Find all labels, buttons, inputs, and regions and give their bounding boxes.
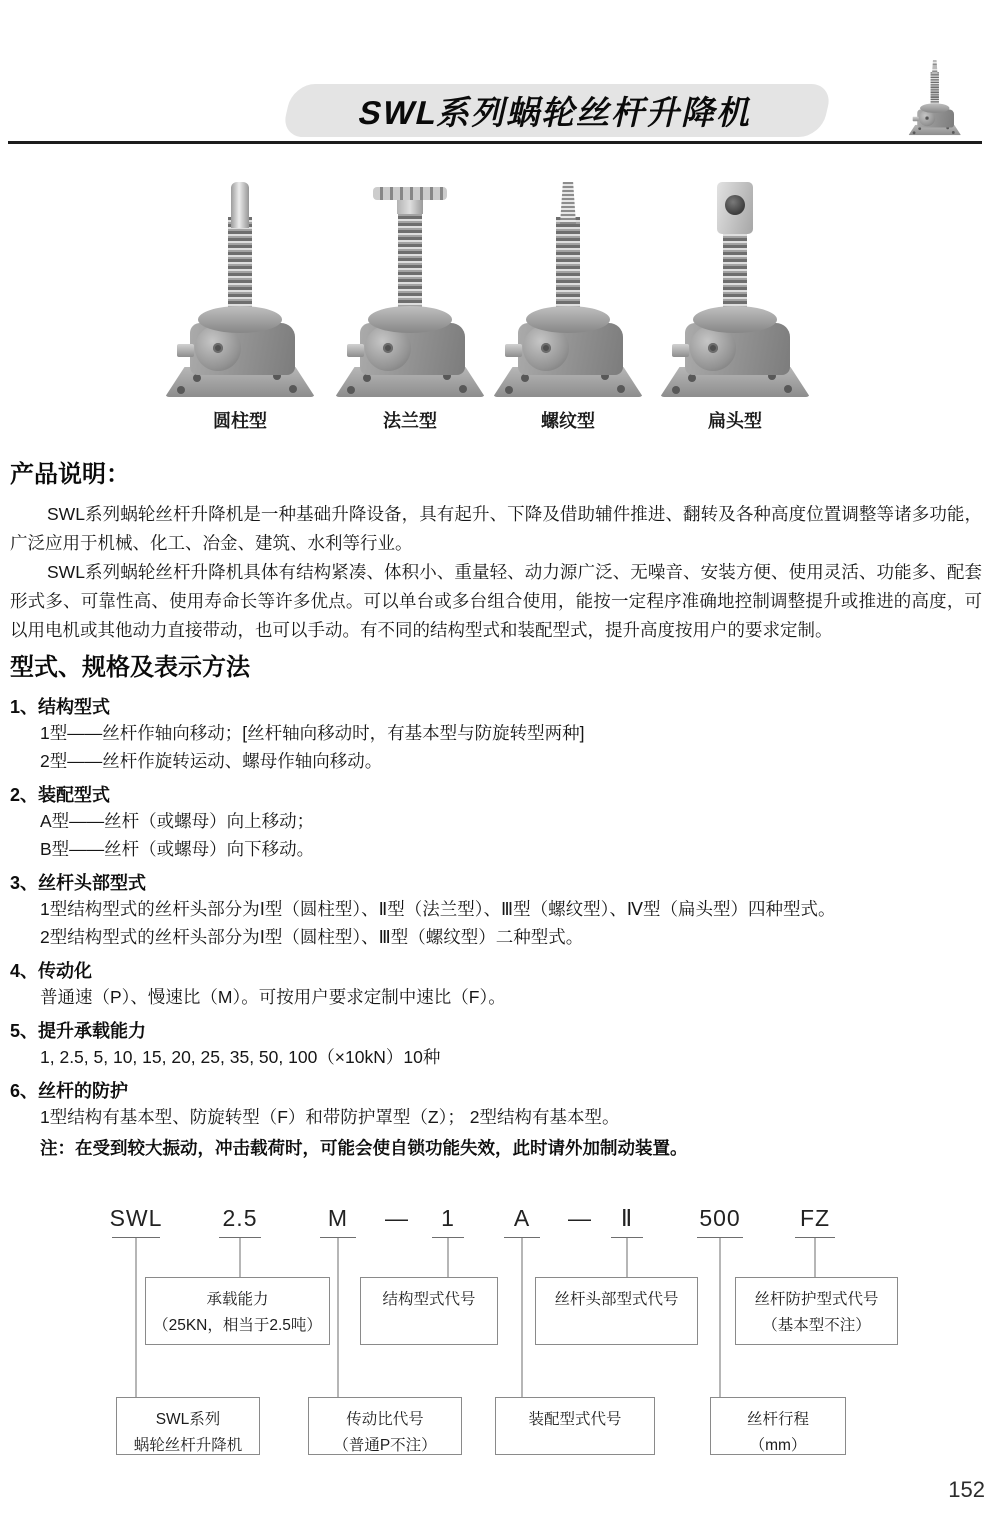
spec-item-line: 普通速（P）、慢速比（M）。可按用户要求定制中速比（F）。	[40, 987, 506, 1007]
designation-box-line: 丝杆头部型式代号	[554, 1291, 679, 1308]
spec-item-line: A型——丝杆（或螺母）向上移动；	[40, 811, 315, 831]
header-banner	[281, 84, 833, 137]
model-code-dash: —	[568, 1205, 592, 1231]
spec-item-title: 2、装配型式	[10, 785, 111, 805]
description-section	[10, 460, 982, 645]
designation-box-line: 结构型式代号	[382, 1291, 476, 1308]
designation-diagram	[0, 1195, 990, 1470]
spec-list	[10, 695, 982, 1162]
product-figure-flat	[650, 182, 820, 434]
product-label: 扁头型	[708, 411, 762, 431]
jack-flange-illustration	[335, 182, 485, 397]
flat-head-hole	[725, 195, 745, 215]
spec-item-line: 1型结构型式的丝杆头部分为Ⅰ型（圆柱型）、Ⅱ型（法兰型）、Ⅲ型（螺纹型）、Ⅳ型（扁头型）四种型式。	[40, 899, 836, 919]
page-title: SWL系列蜗轮丝杆升降机	[355, 94, 758, 131]
designation-box-line: （25KN，相当于2.5吨）	[153, 1317, 322, 1334]
jack-threaded-tip	[932, 60, 938, 75]
screw-jack-icon	[905, 60, 958, 135]
code-stem	[448, 1238, 449, 1277]
designation-box-protection	[735, 1277, 898, 1345]
model-code-protection: FZ	[799, 1205, 831, 1231]
spec-item-title: 4、传动化	[10, 961, 93, 981]
model-code-ratio: M	[327, 1205, 349, 1231]
jack-screw-rod	[398, 202, 422, 312]
product-figure-flange	[325, 182, 495, 434]
designation-box-line: SWL系列	[155, 1411, 221, 1428]
designation-box-line: 传动比代号	[346, 1411, 424, 1428]
spec-item-line: 1型——丝杆作轴向移动；[丝杆轴向移动时，有基本型与防旋转型两种]	[40, 723, 585, 743]
code-stem	[815, 1238, 816, 1277]
spec-item-line: 2型——丝杆作旋转运动、螺母作轴向移动。	[40, 751, 383, 771]
description-paragraph: SWL系列蜗轮丝杆升降机具体有结构紧凑、体积小、重量轻、动力源广泛、无噪音、安装方便、使用灵活、功能多、配套形式多、可靠性高、使用寿命长等许多优点。可以单台或多台组合使用，能按一定程序准确地控制调整提升或推进的高度，可以用电机或其他动力直接带动，也可以手动。有不同的结构型式和装配型式，提升高度按用户的要求定制。	[10, 562, 982, 640]
description-heading: 产品说明：	[10, 461, 130, 488]
model-code-series: SWL	[109, 1205, 163, 1231]
jack-input-shaft	[347, 344, 364, 357]
code-stem	[136, 1238, 137, 1397]
designation-box-head-type	[535, 1277, 698, 1345]
spec-item-title: 3、丝杆头部型式	[10, 873, 147, 893]
product-figure-cylindrical	[155, 182, 325, 434]
header-rule	[8, 141, 982, 144]
product-label: 圆柱型	[213, 411, 267, 431]
flat-head	[717, 182, 753, 234]
jack-collar	[920, 103, 949, 112]
code-stem	[240, 1238, 241, 1277]
model-code-structure: 1	[441, 1205, 455, 1231]
jack-screw-rod	[556, 217, 580, 312]
jack-collar	[198, 306, 282, 333]
designation-box-structure	[360, 1277, 498, 1345]
spec-heading: 型式、规格及表示方法	[10, 654, 250, 681]
designation-box-capacity	[145, 1277, 330, 1345]
product-label: 法兰型	[383, 411, 437, 431]
code-stem	[627, 1238, 628, 1277]
designation-box-line: 丝杆行程	[746, 1411, 809, 1428]
cylindrical-head	[231, 182, 249, 228]
jack-input-shaft	[913, 117, 919, 122]
designation-box-ratio	[308, 1397, 462, 1455]
page-number: 152	[948, 1477, 985, 1502]
spec-item-title: 6、丝杆的防护	[10, 1081, 129, 1101]
jack-collar	[526, 306, 610, 333]
product-label: 螺纹型	[541, 411, 595, 431]
spec-note: 注：在受到较大振动，冲击载荷时，可能会使自锁功能失效，此时请外加制动装置。	[40, 1138, 688, 1158]
model-code-head-type: Ⅱ	[620, 1205, 634, 1231]
jack-cylindrical-illustration	[165, 182, 315, 397]
designation-box-line: （普通P不注）	[333, 1437, 437, 1454]
designation-box-series	[116, 1397, 260, 1455]
jack-screw-rod	[228, 217, 252, 312]
jack-collar	[368, 306, 452, 333]
model-code-capacity: 2.5	[222, 1205, 258, 1231]
flange-head-disc	[373, 187, 447, 200]
flange-head-hub	[397, 200, 423, 214]
spec-item-title: 1、结构型式	[10, 697, 111, 717]
jack-flat-illustration	[660, 182, 810, 397]
spec-item-line: 2型结构型式的丝杆头部分为Ⅰ型（圆柱型）、Ⅲ型（螺纹型）二种型式。	[40, 927, 584, 947]
model-code-travel: 500	[699, 1205, 741, 1231]
jack-threaded-illustration	[493, 182, 643, 397]
jack-screw-rod	[931, 72, 939, 105]
code-stem	[522, 1238, 523, 1397]
screw-jack-icon-art	[909, 60, 962, 135]
code-stem	[720, 1238, 721, 1397]
code-stem	[338, 1238, 339, 1397]
product-figure-threaded	[483, 182, 653, 434]
designation-box-travel	[710, 1397, 846, 1455]
spec-item-line: 1型结构有基本型、防旋转型（F）和带防护罩型（Z）； 2型结构有基本型。	[40, 1107, 620, 1127]
jack-input-shaft	[177, 344, 194, 357]
designation-box-line: 承载能力	[206, 1291, 269, 1308]
model-code-assembly: A	[513, 1205, 531, 1231]
spec-section	[10, 653, 982, 1162]
designation-box-assembly	[495, 1397, 655, 1455]
spec-item-line: B型——丝杆（或螺母）向下移动。	[40, 839, 315, 859]
designation-box-line: 装配型式代号	[528, 1411, 622, 1428]
description-paragraph: SWL系列蜗轮丝杆升降机是一种基础升降设备，具有起升、下降及借助辅件推进、翻转及各种高度位置调整等诸多功能，广泛应用于机械、化工、冶金、建筑、水利等行业。	[10, 504, 982, 553]
designation-box-line: （基本型不注）	[762, 1317, 871, 1334]
model-code-dash: —	[385, 1205, 409, 1231]
jack-input-shaft	[505, 344, 522, 357]
threaded-head	[560, 182, 576, 224]
designation-box-line: 丝杆防护型式代号	[754, 1291, 879, 1308]
designation-box-line: （mm）	[749, 1437, 807, 1454]
jack-input-shaft	[672, 344, 689, 357]
spec-item-title: 5、提升承载能力	[10, 1021, 147, 1041]
jack-collar	[693, 306, 777, 333]
designation-box-line: 蜗轮丝杆升降机	[133, 1437, 243, 1454]
spec-item-line: 1, 2.5, 5, 10, 15, 20, 25, 35, 50, 100（×10kN）10种	[40, 1047, 441, 1067]
